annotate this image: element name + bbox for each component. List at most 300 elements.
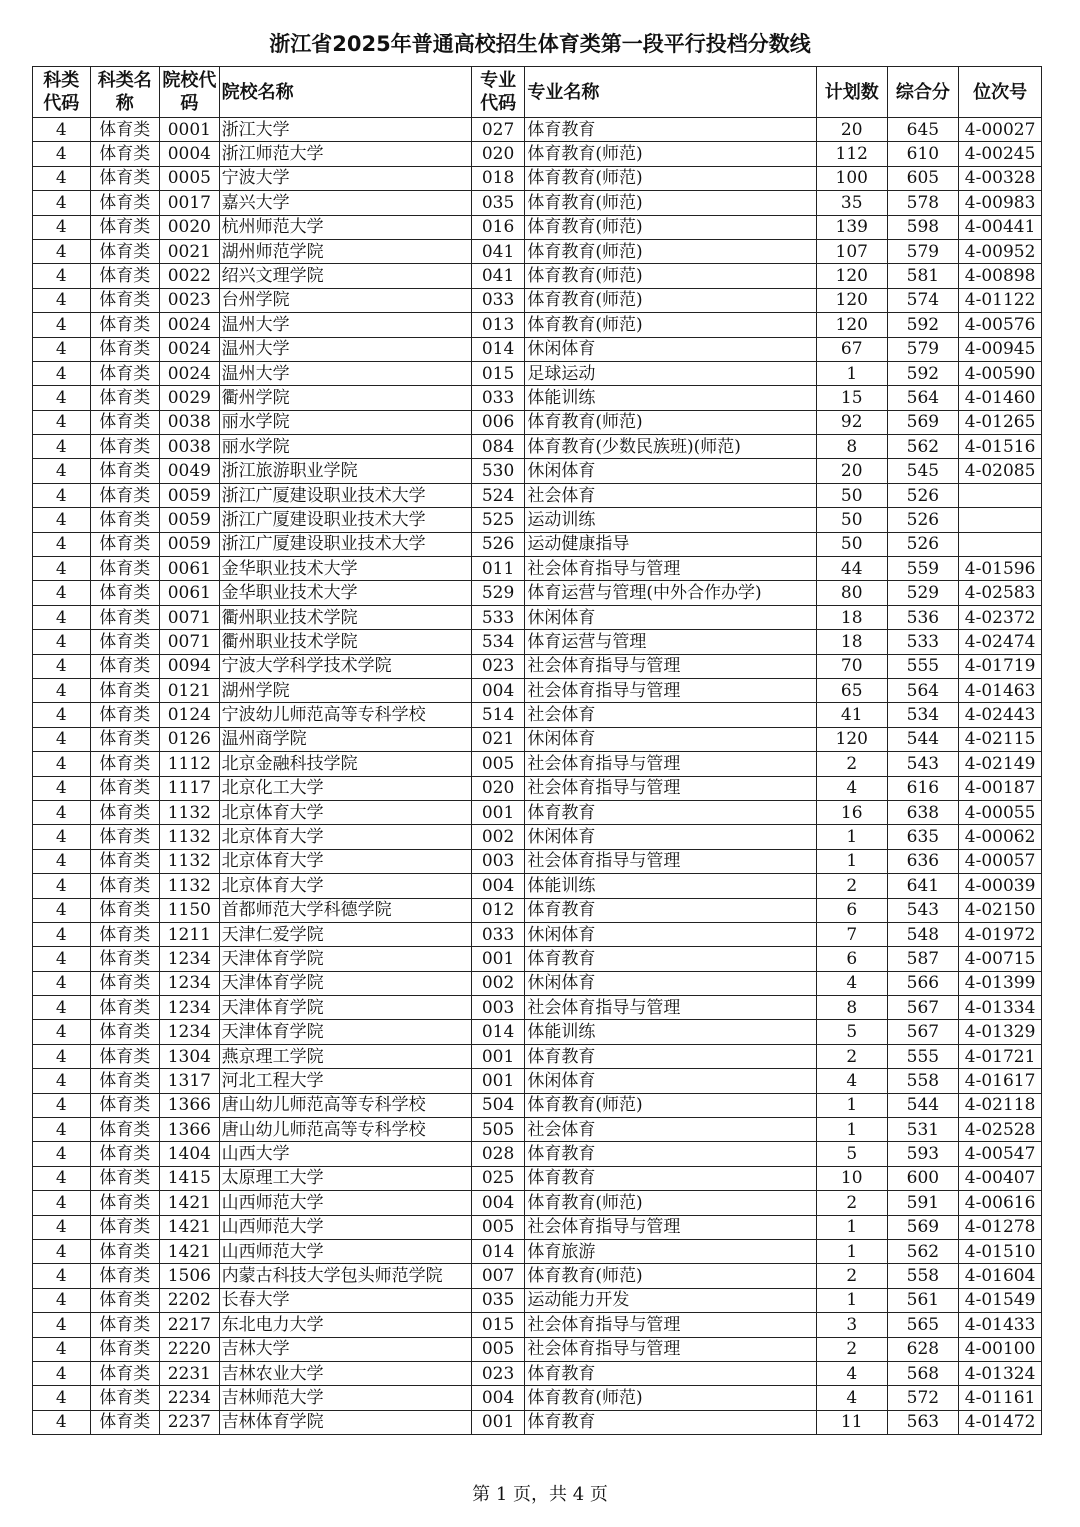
cell-major-code: 002 (471, 971, 524, 995)
cell-major-name: 运动能力开发 (525, 1288, 817, 1312)
cell-rank: 4-00062 (959, 825, 1042, 849)
cell-plan-count: 2 (816, 1044, 887, 1068)
cell-category-name: 体育类 (90, 264, 160, 288)
cell-major-code: 035 (471, 191, 524, 215)
cell-school-code: 2231 (160, 1361, 220, 1385)
cell-major-code: 530 (471, 459, 524, 483)
header-plan-count: 计划数 (816, 67, 887, 118)
cell-category-code: 4 (33, 508, 91, 532)
table-row (33, 898, 1042, 922)
cell-plan-count: 18 (816, 605, 887, 629)
cell-rank: 4-01334 (959, 996, 1042, 1020)
cell-school-code: 1421 (160, 1215, 220, 1239)
cell-school-name: 衢州职业技术学院 (219, 605, 471, 629)
cell-major-code: 015 (471, 361, 524, 385)
table-row (33, 1191, 1042, 1215)
cell-rank: 4-00547 (959, 1142, 1042, 1166)
cell-category-code: 4 (33, 849, 91, 873)
cell-category-name: 体育类 (90, 703, 160, 727)
cell-score: 638 (887, 800, 959, 824)
cell-category-name: 体育类 (90, 996, 160, 1020)
cell-category-name: 体育类 (90, 630, 160, 654)
cell-plan-count: 2 (816, 1264, 887, 1288)
cell-school-code: 0038 (160, 410, 220, 434)
cell-school-code: 0071 (160, 605, 220, 629)
table-row (33, 166, 1042, 190)
cell-category-name: 体育类 (90, 166, 160, 190)
cell-rank: 4-01161 (959, 1386, 1042, 1410)
table-row (33, 703, 1042, 727)
table-row (33, 581, 1042, 605)
cell-major-name: 体育教育 (525, 1361, 817, 1385)
cell-major-name: 体育教育(师范) (525, 288, 817, 312)
cell-school-name: 温州大学 (219, 313, 471, 337)
cell-school-code: 1234 (160, 971, 220, 995)
cell-major-name: 社会体育指导与管理 (525, 849, 817, 873)
cell-plan-count: 15 (816, 386, 887, 410)
cell-score: 592 (887, 313, 959, 337)
cell-category-name: 体育类 (90, 922, 160, 946)
cell-major-code: 023 (471, 1361, 524, 1385)
cell-category-name: 体育类 (90, 118, 160, 142)
cell-plan-count: 41 (816, 703, 887, 727)
cell-category-code: 4 (33, 459, 91, 483)
cell-score: 579 (887, 239, 959, 263)
cell-score: 544 (887, 1093, 959, 1117)
cell-major-name: 体育运营与管理 (525, 630, 817, 654)
table-row (33, 483, 1042, 507)
cell-major-code: 001 (471, 947, 524, 971)
table-row (33, 1166, 1042, 1190)
cell-rank: 4-01329 (959, 1020, 1042, 1044)
cell-plan-count: 8 (816, 435, 887, 459)
cell-major-code: 014 (471, 337, 524, 361)
cell-rank: 4-01463 (959, 678, 1042, 702)
cell-school-name: 山西师范大学 (219, 1215, 471, 1239)
cell-category-name: 体育类 (90, 1410, 160, 1434)
cell-school-name: 吉林师范大学 (219, 1386, 471, 1410)
cell-category-code: 4 (33, 630, 91, 654)
cell-school-name: 北京体育大学 (219, 874, 471, 898)
cell-school-name: 绍兴文理学院 (219, 264, 471, 288)
cell-category-code: 4 (33, 1313, 91, 1337)
cell-school-name: 北京体育大学 (219, 825, 471, 849)
cell-major-name: 休闲体育 (525, 1069, 817, 1093)
cell-category-code: 4 (33, 703, 91, 727)
cell-major-code: 004 (471, 678, 524, 702)
cell-rank: 4-01596 (959, 557, 1042, 581)
cell-score: 558 (887, 1069, 959, 1093)
cell-plan-count: 4 (816, 776, 887, 800)
table-row (33, 118, 1042, 142)
cell-school-name: 温州商学院 (219, 727, 471, 751)
cell-category-code: 4 (33, 971, 91, 995)
cell-major-code: 504 (471, 1093, 524, 1117)
cell-score: 566 (887, 971, 959, 995)
cell-score: 641 (887, 874, 959, 898)
cell-major-name: 体育教育(师范) (525, 215, 817, 239)
cell-school-name: 湖州学院 (219, 678, 471, 702)
cell-score: 579 (887, 337, 959, 361)
cell-rank: 4-00590 (959, 361, 1042, 385)
cell-school-name: 浙江广厦建设职业技术大学 (219, 483, 471, 507)
cell-plan-count: 5 (816, 1142, 887, 1166)
cell-major-name: 休闲体育 (525, 922, 817, 946)
header-school-name: 院校名称 (219, 67, 471, 118)
table-row (33, 1044, 1042, 1068)
header-score: 综合分 (887, 67, 959, 118)
cell-score: 526 (887, 508, 959, 532)
cell-score: 526 (887, 532, 959, 556)
cell-score: 545 (887, 459, 959, 483)
cell-rank: 4-01719 (959, 654, 1042, 678)
cell-category-code: 4 (33, 874, 91, 898)
cell-school-code: 1506 (160, 1264, 220, 1288)
cell-major-name: 体育教育 (525, 898, 817, 922)
table-row (33, 1288, 1042, 1312)
cell-rank (959, 508, 1042, 532)
cell-score: 569 (887, 410, 959, 434)
cell-category-code: 4 (33, 752, 91, 776)
cell-school-code: 2202 (160, 1288, 220, 1312)
cell-score: 559 (887, 557, 959, 581)
header-rank: 位次号 (959, 67, 1042, 118)
table-row (33, 630, 1042, 654)
cell-major-code: 525 (471, 508, 524, 532)
cell-major-name: 休闲体育 (525, 459, 817, 483)
cell-school-name: 宁波大学科学技术学院 (219, 654, 471, 678)
table-row (33, 557, 1042, 581)
cell-rank: 4-01510 (959, 1239, 1042, 1263)
cell-category-name: 体育类 (90, 1069, 160, 1093)
cell-category-name: 体育类 (90, 361, 160, 385)
cell-major-name: 体育旅游 (525, 1239, 817, 1263)
table-row (33, 1410, 1042, 1434)
cell-category-code: 4 (33, 1239, 91, 1263)
cell-school-name: 天津体育学院 (219, 971, 471, 995)
cell-major-name: 休闲体育 (525, 605, 817, 629)
cell-school-name: 浙江大学 (219, 118, 471, 142)
cell-major-code: 015 (471, 1313, 524, 1337)
cell-school-name: 温州大学 (219, 337, 471, 361)
cell-category-code: 4 (33, 1386, 91, 1410)
cell-school-code: 0024 (160, 313, 220, 337)
cell-major-code: 001 (471, 1044, 524, 1068)
cell-category-name: 体育类 (90, 1313, 160, 1337)
cell-school-name: 嘉兴大学 (219, 191, 471, 215)
cell-major-code: 041 (471, 239, 524, 263)
cell-major-code: 005 (471, 1337, 524, 1361)
cell-major-code: 020 (471, 776, 524, 800)
cell-category-code: 4 (33, 678, 91, 702)
cell-school-code: 1150 (160, 898, 220, 922)
cell-school-code: 0059 (160, 483, 220, 507)
cell-major-name: 体育教育(师范) (525, 142, 817, 166)
cell-plan-count: 4 (816, 1386, 887, 1410)
table-row (33, 532, 1042, 556)
cell-major-name: 社会体育指导与管理 (525, 654, 817, 678)
table-row (33, 1020, 1042, 1044)
page-footer: 第 1 页，共 4 页 (472, 1484, 608, 1505)
cell-category-name: 体育类 (90, 459, 160, 483)
cell-major-name: 社会体育指导与管理 (525, 752, 817, 776)
cell-category-code: 4 (33, 215, 91, 239)
cell-school-code: 0061 (160, 581, 220, 605)
cell-major-code: 018 (471, 166, 524, 190)
cell-school-code: 1112 (160, 752, 220, 776)
cell-score: 543 (887, 752, 959, 776)
table-body (33, 118, 1042, 1435)
cell-major-name: 运动健康指导 (525, 532, 817, 556)
table-row (33, 605, 1042, 629)
cell-school-code: 0024 (160, 361, 220, 385)
cell-rank: 4-01472 (959, 1410, 1042, 1434)
cell-score: 529 (887, 581, 959, 605)
cell-school-name: 太原理工大学 (219, 1166, 471, 1190)
cell-major-name: 运动训练 (525, 508, 817, 532)
table-row (33, 508, 1042, 532)
cell-major-name: 体育教育(师范) (525, 264, 817, 288)
cell-major-code: 534 (471, 630, 524, 654)
cell-major-name: 体育运营与管理(中外合作办学) (525, 581, 817, 605)
cell-major-code: 020 (471, 142, 524, 166)
cell-category-name: 体育类 (90, 557, 160, 581)
cell-major-name: 休闲体育 (525, 337, 817, 361)
cell-category-name: 体育类 (90, 727, 160, 751)
cell-plan-count: 6 (816, 898, 887, 922)
cell-category-name: 体育类 (90, 654, 160, 678)
cell-rank: 4-00057 (959, 849, 1042, 873)
table-row (33, 1215, 1042, 1239)
table-row (33, 264, 1042, 288)
cell-rank: 4-00100 (959, 1337, 1042, 1361)
table-row (33, 386, 1042, 410)
cell-category-code: 4 (33, 557, 91, 581)
cell-category-code: 4 (33, 166, 91, 190)
cell-rank: 4-00952 (959, 239, 1042, 263)
cell-plan-count: 65 (816, 678, 887, 702)
cell-score: 598 (887, 215, 959, 239)
cell-plan-count: 1 (816, 849, 887, 873)
cell-plan-count: 120 (816, 727, 887, 751)
cell-score: 536 (887, 605, 959, 629)
cell-rank: 4-02583 (959, 581, 1042, 605)
cell-category-name: 体育类 (90, 1264, 160, 1288)
cell-category-code: 4 (33, 410, 91, 434)
table-row (33, 800, 1042, 824)
cell-rank: 4-01721 (959, 1044, 1042, 1068)
table-row (33, 947, 1042, 971)
cell-major-name: 休闲体育 (525, 971, 817, 995)
cell-major-code: 027 (471, 118, 524, 142)
cell-school-name: 丽水学院 (219, 435, 471, 459)
cell-plan-count: 44 (816, 557, 887, 581)
cell-major-name: 体育教育(师范) (525, 1386, 817, 1410)
cell-category-code: 4 (33, 1337, 91, 1361)
cell-category-code: 4 (33, 922, 91, 946)
cell-school-name: 浙江广厦建设职业技术大学 (219, 532, 471, 556)
cell-major-code: 012 (471, 898, 524, 922)
cell-school-code: 0071 (160, 630, 220, 654)
cell-category-name: 体育类 (90, 947, 160, 971)
cell-plan-count: 120 (816, 288, 887, 312)
cell-school-name: 台州学院 (219, 288, 471, 312)
cell-plan-count: 70 (816, 654, 887, 678)
table-header-row (33, 67, 1042, 118)
cell-score: 628 (887, 1337, 959, 1361)
cell-category-name: 体育类 (90, 1239, 160, 1263)
cell-category-code: 4 (33, 1118, 91, 1142)
table-row (33, 1386, 1042, 1410)
cell-major-code: 514 (471, 703, 524, 727)
cell-major-name: 体育教育 (525, 1142, 817, 1166)
cell-rank: 4-00187 (959, 776, 1042, 800)
cell-school-name: 北京金融科技学院 (219, 752, 471, 776)
cell-major-code: 004 (471, 874, 524, 898)
cell-category-code: 4 (33, 996, 91, 1020)
cell-plan-count: 8 (816, 996, 887, 1020)
cell-score: 548 (887, 922, 959, 946)
table-row (33, 337, 1042, 361)
cell-school-name: 浙江广厦建设职业技术大学 (219, 508, 471, 532)
cell-school-name: 金华职业技术大学 (219, 557, 471, 581)
cell-category-name: 体育类 (90, 1191, 160, 1215)
cell-category-name: 体育类 (90, 410, 160, 434)
table-row (33, 239, 1042, 263)
cell-school-name: 衢州职业技术学院 (219, 630, 471, 654)
cell-category-name: 体育类 (90, 142, 160, 166)
cell-category-code: 4 (33, 532, 91, 556)
table-row (33, 996, 1042, 1020)
cell-category-code: 4 (33, 118, 91, 142)
table-row (33, 361, 1042, 385)
cell-major-code: 014 (471, 1239, 524, 1263)
cell-score: 574 (887, 288, 959, 312)
cell-rank: 4-00616 (959, 1191, 1042, 1215)
cell-rank: 4-01516 (959, 435, 1042, 459)
cell-rank: 4-01122 (959, 288, 1042, 312)
cell-category-code: 4 (33, 1093, 91, 1117)
cell-score: 564 (887, 386, 959, 410)
cell-category-code: 4 (33, 1410, 91, 1434)
cell-major-name: 社会体育 (525, 483, 817, 507)
cell-category-name: 体育类 (90, 849, 160, 873)
cell-category-name: 体育类 (90, 752, 160, 776)
cell-category-name: 体育类 (90, 337, 160, 361)
table-row (33, 313, 1042, 337)
cell-score: 543 (887, 898, 959, 922)
cell-score: 592 (887, 361, 959, 385)
cell-school-name: 天津体育学院 (219, 1020, 471, 1044)
cell-category-code: 4 (33, 776, 91, 800)
cell-major-name: 社会体育指导与管理 (525, 776, 817, 800)
cell-rank: 4-02372 (959, 605, 1042, 629)
cell-school-code: 0022 (160, 264, 220, 288)
cell-category-name: 体育类 (90, 1337, 160, 1361)
cell-rank: 4-00328 (959, 166, 1042, 190)
cell-rank: 4-01972 (959, 922, 1042, 946)
cell-score: 534 (887, 703, 959, 727)
cell-plan-count: 139 (816, 215, 887, 239)
cell-school-code: 2220 (160, 1337, 220, 1361)
cell-school-name: 北京体育大学 (219, 800, 471, 824)
cell-category-code: 4 (33, 313, 91, 337)
cell-rank: 4-00027 (959, 118, 1042, 142)
cell-major-code: 025 (471, 1166, 524, 1190)
cell-school-name: 天津体育学院 (219, 996, 471, 1020)
cell-plan-count: 2 (816, 1337, 887, 1361)
cell-school-name: 唐山幼儿师范高等专科学校 (219, 1093, 471, 1117)
cell-score: 562 (887, 435, 959, 459)
cell-school-code: 1132 (160, 849, 220, 873)
cell-major-code: 011 (471, 557, 524, 581)
cell-major-code: 005 (471, 1215, 524, 1239)
cell-major-code: 005 (471, 752, 524, 776)
cell-category-name: 体育类 (90, 508, 160, 532)
cell-rank: 4-02150 (959, 898, 1042, 922)
cell-plan-count: 20 (816, 118, 887, 142)
cell-score: 581 (887, 264, 959, 288)
cell-major-name: 社会体育 (525, 703, 817, 727)
header-category-code: 科类代码 (33, 67, 91, 118)
cell-rank: 4-00715 (959, 947, 1042, 971)
cell-plan-count: 50 (816, 532, 887, 556)
cell-school-code: 1421 (160, 1191, 220, 1215)
cell-category-code: 4 (33, 483, 91, 507)
table-row (33, 435, 1042, 459)
cell-category-code: 4 (33, 654, 91, 678)
table-row (33, 1239, 1042, 1263)
cell-score: 533 (887, 630, 959, 654)
cell-major-code: 033 (471, 386, 524, 410)
cell-plan-count: 50 (816, 483, 887, 507)
cell-score: 565 (887, 1313, 959, 1337)
cell-plan-count: 20 (816, 459, 887, 483)
cell-score: 563 (887, 1410, 959, 1434)
cell-category-code: 4 (33, 1264, 91, 1288)
cell-major-name: 体育教育(师范) (525, 239, 817, 263)
cell-category-code: 4 (33, 288, 91, 312)
table-row (33, 288, 1042, 312)
cell-major-name: 社会体育指导与管理 (525, 1313, 817, 1337)
cell-rank: 4-01324 (959, 1361, 1042, 1385)
cell-major-code: 002 (471, 825, 524, 849)
cell-category-code: 4 (33, 898, 91, 922)
cell-plan-count: 50 (816, 508, 887, 532)
cell-score: 567 (887, 996, 959, 1020)
cell-school-code: 0004 (160, 142, 220, 166)
score-table (32, 66, 1042, 1435)
cell-category-code: 4 (33, 825, 91, 849)
cell-major-name: 休闲体育 (525, 727, 817, 751)
cell-score: 531 (887, 1118, 959, 1142)
cell-plan-count: 92 (816, 410, 887, 434)
cell-major-name: 体能训练 (525, 874, 817, 898)
table-row (33, 654, 1042, 678)
cell-category-code: 4 (33, 1191, 91, 1215)
cell-major-code: 524 (471, 483, 524, 507)
cell-major-name: 体能训练 (525, 386, 817, 410)
cell-rank: 4-01460 (959, 386, 1042, 410)
cell-major-name: 体能训练 (525, 1020, 817, 1044)
cell-category-code: 4 (33, 1215, 91, 1239)
cell-major-code: 533 (471, 605, 524, 629)
cell-school-code: 1234 (160, 947, 220, 971)
cell-score: 561 (887, 1288, 959, 1312)
cell-rank: 4-00945 (959, 337, 1042, 361)
cell-plan-count: 4 (816, 1361, 887, 1385)
cell-school-code: 1234 (160, 996, 220, 1020)
